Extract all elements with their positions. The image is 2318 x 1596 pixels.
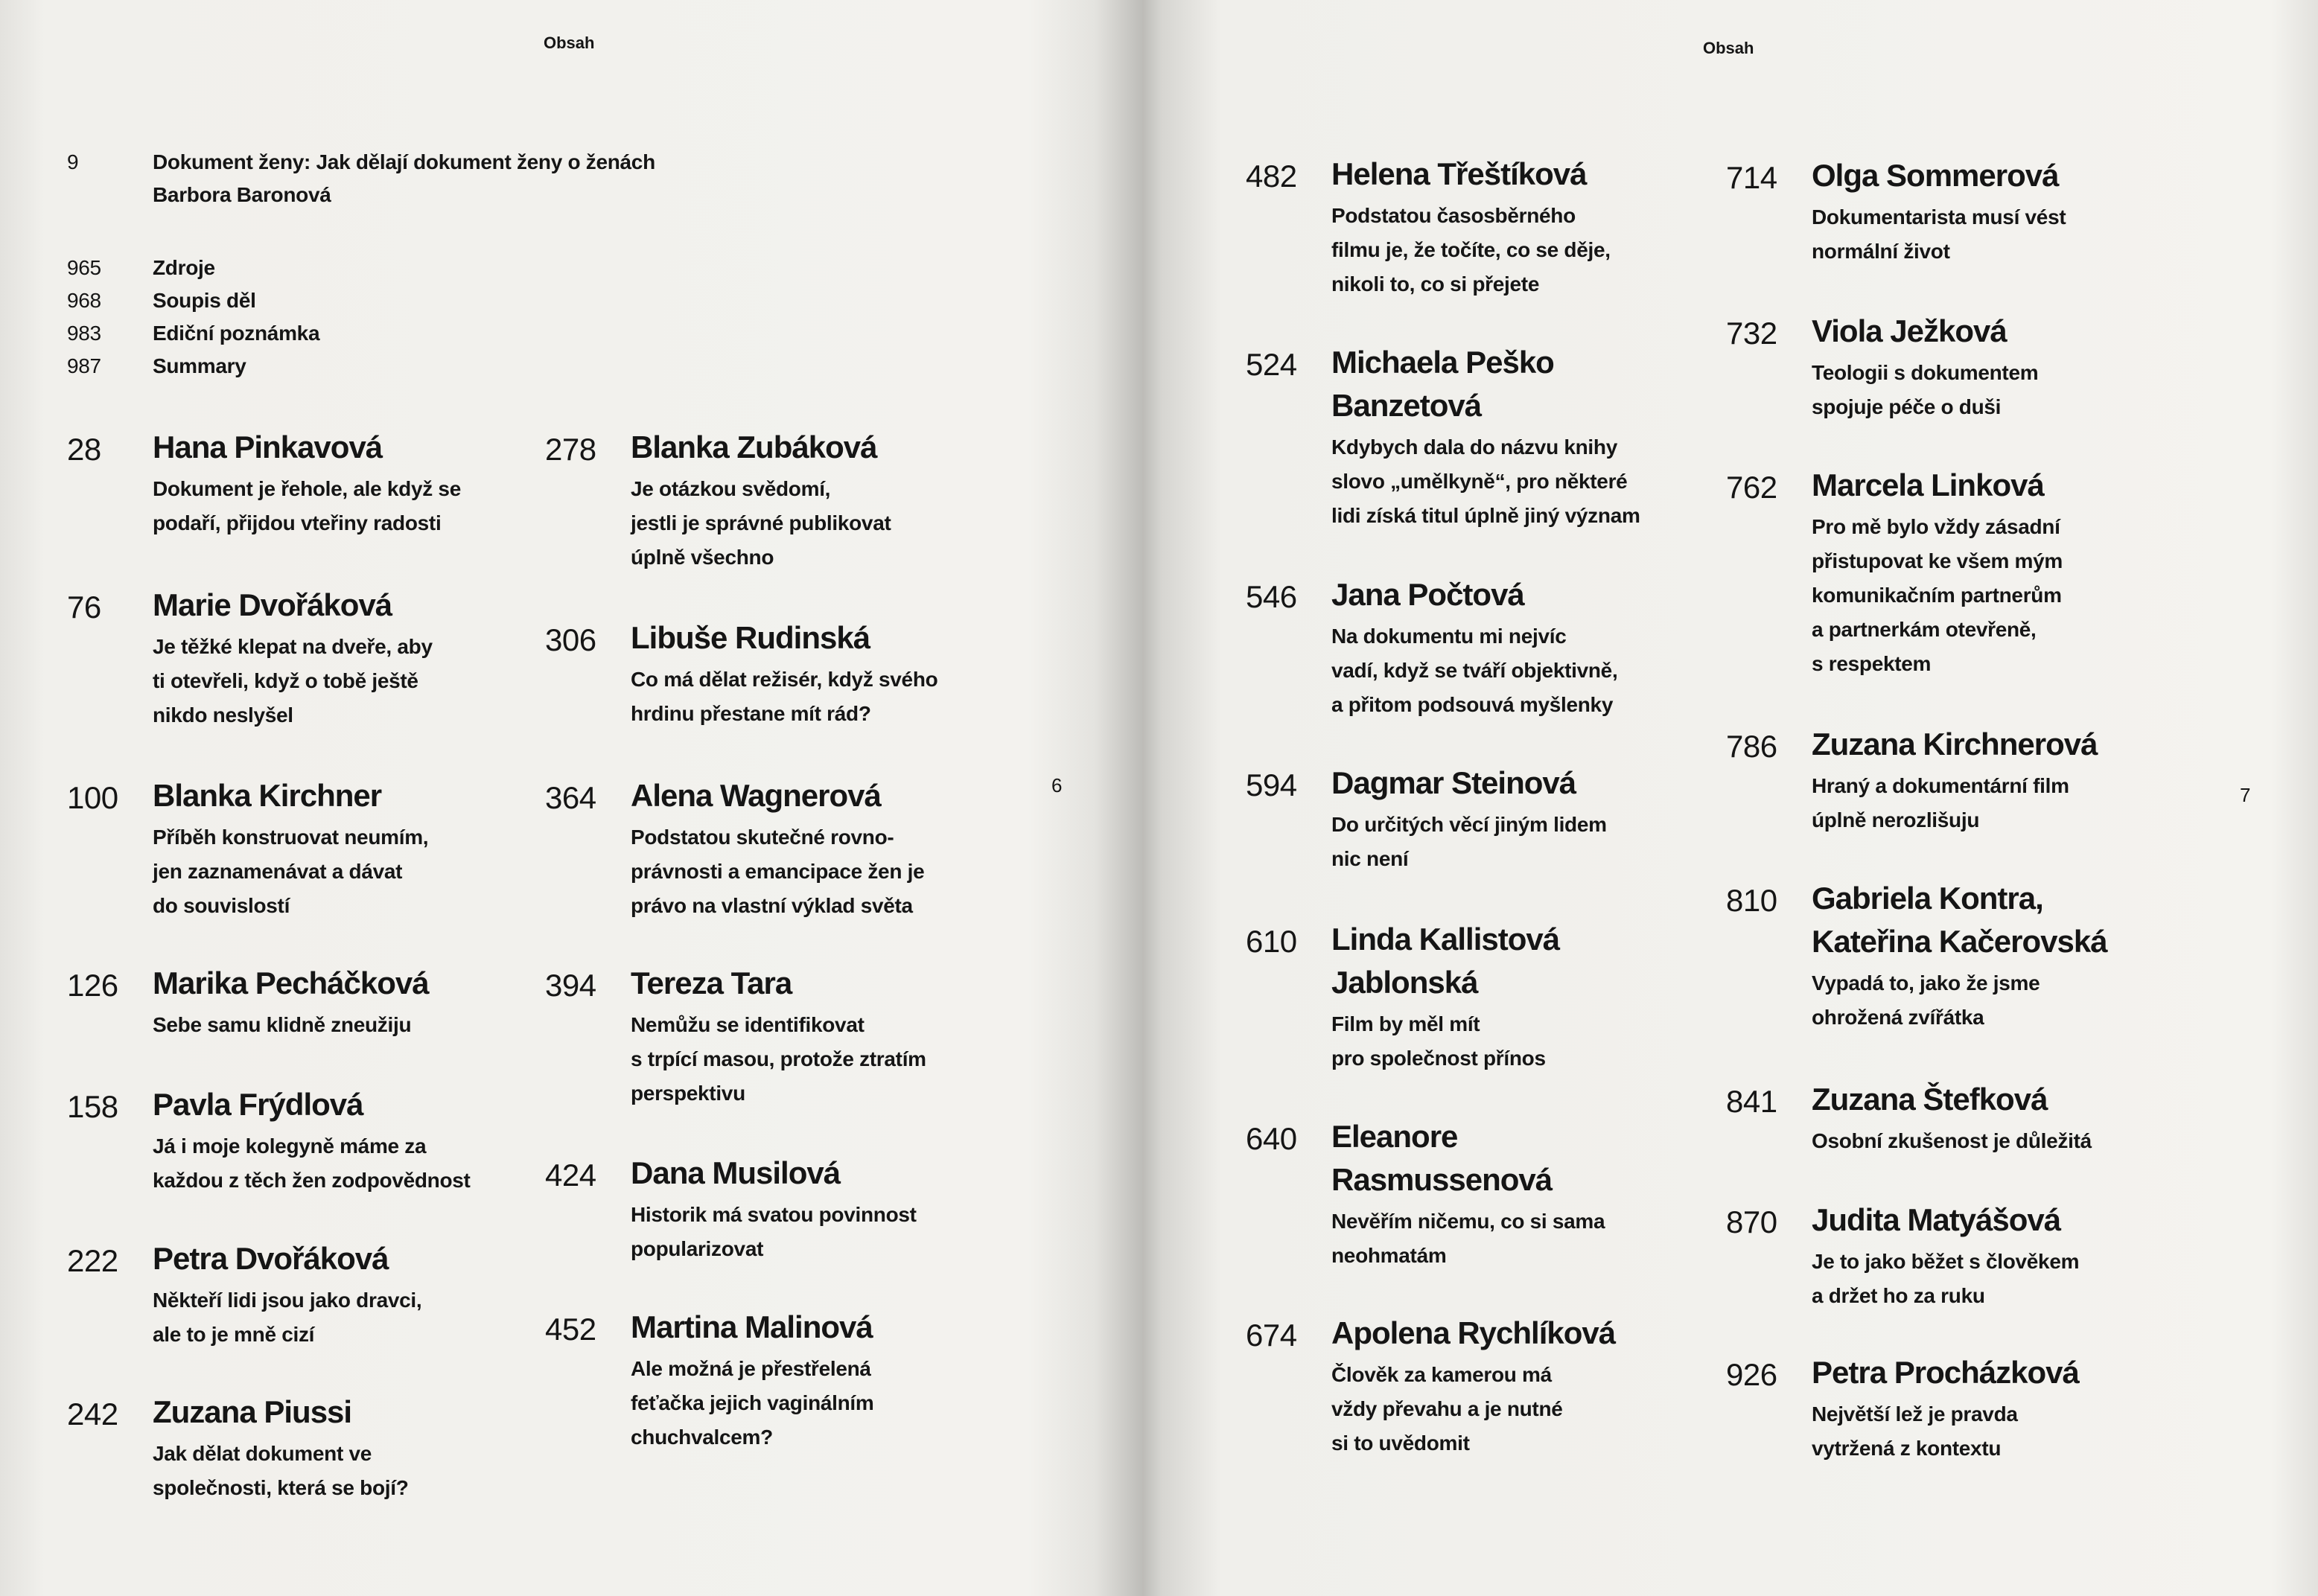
toc-quote: Sebe samu klidně zneužiju (153, 1013, 412, 1036)
toc-quote: Je těžké klepat na dveře, aby ti otevřeli, když o tobě ještě nikdo neslyšel (153, 635, 433, 727)
toc-author-name: Marika Pecháčková (153, 965, 429, 1000)
back-matter-page: 965 (67, 256, 101, 279)
toc-author-name: Hana Pinkavová (153, 430, 383, 465)
toc-page-number: 100 (67, 780, 118, 815)
toc-page-number: 126 (67, 968, 118, 1003)
toc-page-number: 306 (545, 622, 596, 657)
toc-author-name: Alena Wagnerová (631, 778, 881, 813)
toc-quote: Podstatou časosběrného filmu je, že točíte, co se děje, nikoli to, co si přejete (1331, 204, 1611, 296)
back-matter-title: Zdroje (153, 256, 215, 279)
toc-author-name: Zuzana Piussi (153, 1394, 352, 1429)
toc-author-name: Tereza Tara (631, 965, 792, 1000)
left-page-number: 6 (1051, 774, 1063, 797)
toc-page-number: 242 (67, 1396, 118, 1431)
toc-page-number: 810 (1726, 883, 1777, 918)
toc-page-number: 524 (1246, 347, 1297, 382)
toc-author-name: Zuzana Štefková (1812, 1082, 2048, 1117)
toc-page-number: 76 (67, 590, 101, 625)
toc-author-name: Viola Ježková (1812, 313, 2007, 348)
toc-quote: Člověk za kamerou má vždy převahu a je nutné si to uvědomit (1331, 1363, 1563, 1455)
toc-author-name: Libuše Rudinská (631, 620, 870, 655)
toc-author-name: Dana Musilová (631, 1155, 841, 1190)
toc-author-name: Jana Počtová (1331, 577, 1524, 612)
toc-page-number: 222 (67, 1243, 118, 1278)
toc-page-number: 364 (545, 780, 596, 815)
toc-author-name: Marie Dvořáková (153, 587, 392, 622)
toc-quote: Já i moje kolegyně máme za každou z těch žen zodpovědnost (153, 1134, 471, 1192)
toc-author-name: Martina Malinová (631, 1309, 873, 1344)
toc-page-number: 546 (1246, 579, 1297, 614)
toc-quote: Film by měl mít pro společnost přínos (1331, 1012, 1546, 1070)
back-matter-item (67, 350, 319, 383)
toc-author-name: Apolena Rychlíková (1331, 1315, 1616, 1350)
toc-page-number: 714 (1726, 160, 1777, 195)
toc-quote: Největší lež je pravda vytržená z kontextu (1812, 1402, 2018, 1460)
toc-quote: Osobní zkušenost je důležitá (1812, 1129, 2092, 1152)
toc-author-name: Petra Dvořáková (153, 1241, 389, 1276)
toc-quote: Historik má svatou povinnost popularizovat (631, 1203, 917, 1260)
toc-quote: Kdybych dala do názvu knihy slovo „umělkyně“, pro některé lidi získá titul úplně jiný význam (1331, 435, 1640, 527)
back-matter-item (67, 284, 319, 317)
toc-page-number: 841 (1726, 1084, 1777, 1119)
toc-page-number: 640 (1246, 1121, 1297, 1156)
left-running-header: Obsah (544, 33, 595, 52)
toc-author-name: Eleanore Rasmussenová (1331, 1119, 1553, 1197)
right-page-number: 7 (2240, 784, 2251, 806)
toc-quote: Příběh konstruovat neumím, jen zaznamenávat a dávat do souvislostí (153, 826, 429, 917)
toc-author-name: Linda Kallistová Jablonská (1331, 922, 1560, 1000)
back-matter-item (67, 317, 319, 350)
toc-quote: Vypadá to, jako že jsme ohrožená zvířátka (1812, 971, 2040, 1029)
toc-author-name: Dagmar Steinová (1331, 765, 1576, 800)
toc-page-number: 926 (1726, 1357, 1777, 1392)
toc-author-name: Helena Třeštíková (1331, 156, 1587, 191)
toc-quote: Ale možná je přestřelená feťačka jejich vaginálním chuchvalcem? (631, 1357, 874, 1449)
intro-page: 9 (67, 150, 79, 173)
toc-quote: Někteří lidi jsou jako dravci, ale to je mně cizí (153, 1289, 422, 1346)
toc-quote: Hraný a dokumentární film úplně nerozlišuju (1812, 774, 2069, 831)
toc-quote: Nevěřím ničemu, co si sama neohmatám (1331, 1210, 1605, 1267)
intro-entry (67, 146, 655, 211)
back-matter-list (67, 252, 319, 383)
toc-author-name: Gabriela Kontra, Kateřina Kačerovská (1812, 881, 2107, 959)
toc-author-name: Judita Matyášová (1812, 1202, 2061, 1237)
toc-page-number: 482 (1246, 159, 1297, 194)
toc-page-number: 594 (1246, 767, 1297, 802)
toc-quote: Co má dělat režisér, když svého hrdinu přestane mít rád? (631, 668, 938, 725)
toc-page-number: 610 (1246, 924, 1297, 959)
toc-quote: Na dokumentu mi nejvíc vadí, když se tváří objektivně, a přitom podsouvá myšlenky (1331, 625, 1618, 716)
toc-author-name: Olga Sommerová (1812, 158, 2059, 193)
toc-page-number: 786 (1726, 729, 1777, 764)
back-matter-title: Summary (153, 354, 246, 377)
toc-author-name: Pavla Frýdlová (153, 1087, 363, 1122)
toc-quote: Jak dělat dokument ve společnosti, která se bojí? (153, 1442, 409, 1499)
back-matter-title: Ediční poznámka (153, 322, 320, 345)
intro-title: Dokument ženy: Jak dělají dokument ženy o ženách (153, 150, 655, 173)
toc-quote: Je otázkou svědomí, jestli je správné publikovat úplně všechno (631, 477, 891, 569)
toc-quote: Dokument je řehole, ale když se podaří, přijdou vteřiny radosti (153, 477, 461, 534)
toc-quote: Podstatou skutečné rovno- právnosti a emancipace žen je právo na vlastní výklad světa (631, 826, 925, 917)
right-running-header: Obsah (1703, 39, 1754, 57)
toc-author-name: Blanka Zubáková (631, 430, 877, 465)
toc-author-name: Blanka Kirchner (153, 778, 382, 813)
toc-page-number: 28 (67, 432, 101, 467)
intro-author: Barbora Baronová (153, 183, 331, 206)
toc-quote: Teologii s dokumentem spojuje péče o duši (1812, 361, 2039, 418)
toc-quote: Nemůžu se identifikovat s trpící masou, protože ztratím perspektivu (631, 1013, 926, 1105)
back-matter-item (67, 252, 319, 284)
toc-page-number: 452 (545, 1312, 596, 1347)
toc-page-number: 674 (1246, 1318, 1297, 1353)
toc-page-number: 394 (545, 968, 596, 1003)
toc-page-number: 732 (1726, 316, 1777, 351)
toc-author-name: Marcela Linková (1812, 467, 2044, 502)
toc-page-number: 278 (545, 432, 596, 467)
toc-page-number: 424 (545, 1158, 596, 1193)
toc-page-number: 762 (1726, 470, 1777, 505)
back-matter-title: Soupis děl (153, 289, 256, 312)
toc-author-name: Michaela Peško Banzetová (1331, 345, 1554, 423)
toc-quote: Pro mě bylo vždy zásadní přistupovat ke všem mým komunikačním partnerům a partnerkám otevřeně, s respektem (1812, 515, 2063, 675)
toc-quote: Do určitých věcí jiným lidem nic není (1331, 813, 1607, 870)
toc-quote: Dokumentarista musí vést normální život (1812, 205, 2066, 263)
back-matter-page: 968 (67, 289, 101, 312)
back-matter-page: 987 (67, 354, 101, 377)
toc-author-name: Petra Procházková (1812, 1355, 2079, 1390)
back-matter-page: 983 (67, 322, 101, 345)
toc-page-number: 870 (1726, 1204, 1777, 1239)
toc-author-name: Zuzana Kirchnerová (1812, 727, 2098, 762)
toc-page-number: 158 (67, 1089, 118, 1124)
toc-quote: Je to jako běžet s člověkem a držet ho za ruku (1812, 1250, 2080, 1307)
